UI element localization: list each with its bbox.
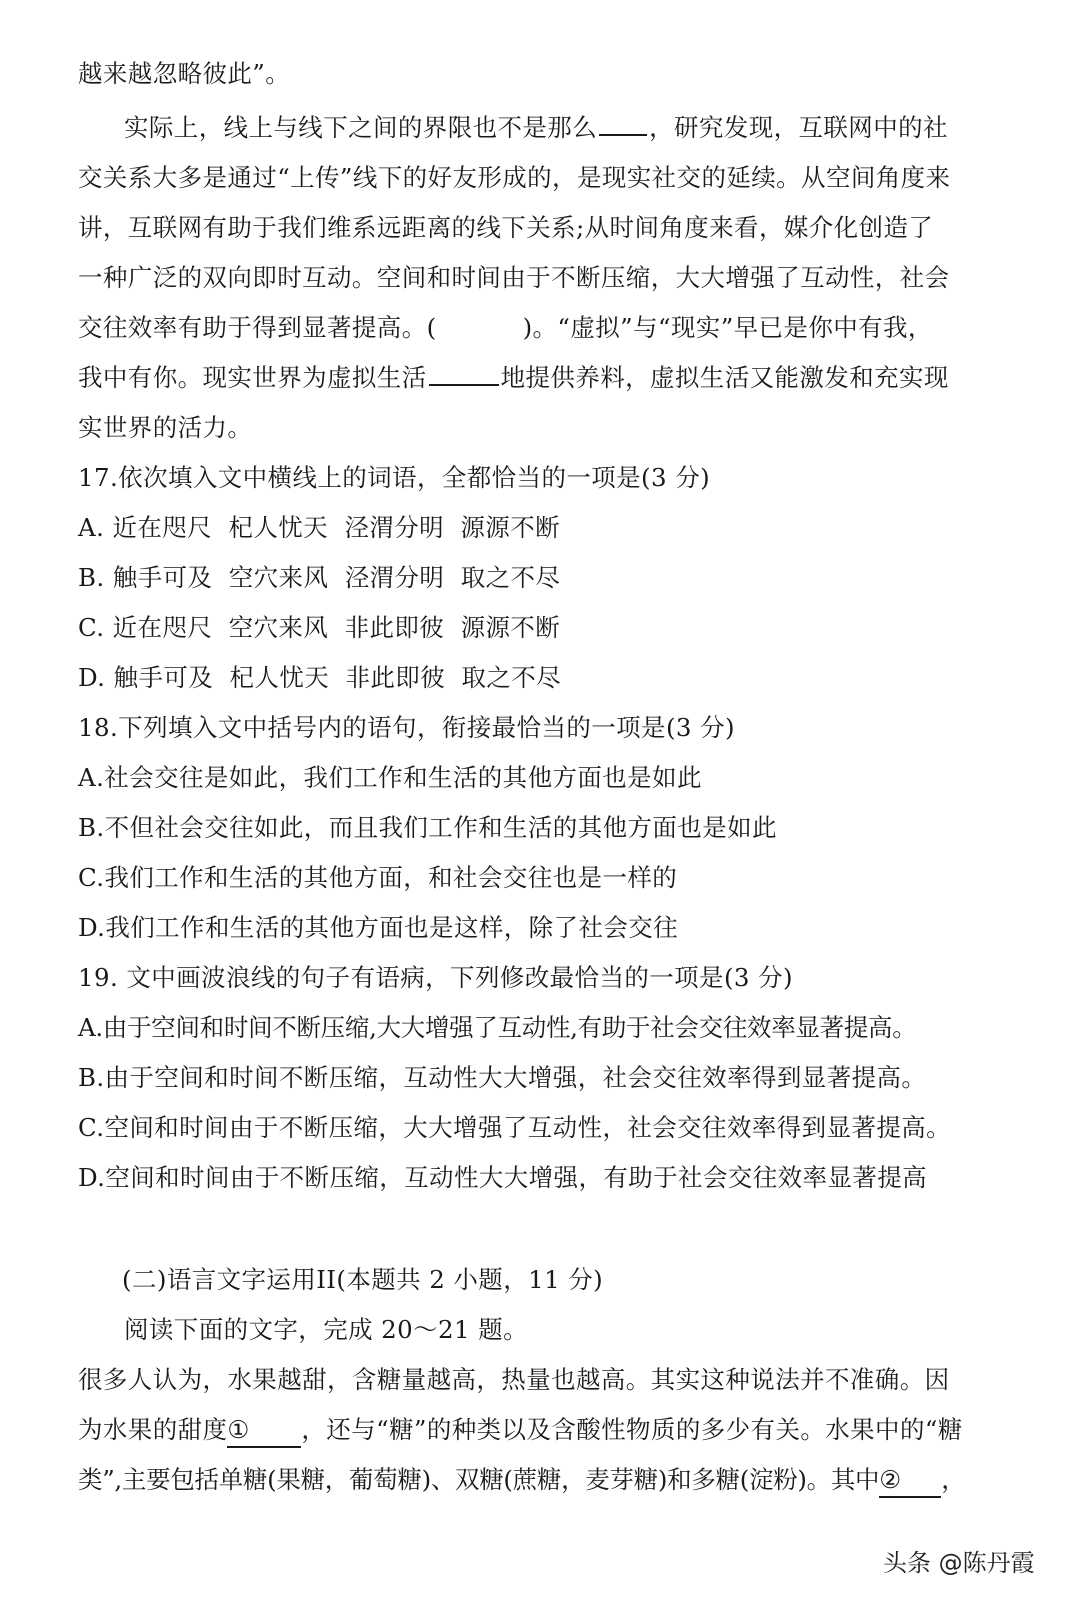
passage-text: ，研究发现，互联网中的社	[649, 113, 948, 142]
passage-text: 为水果的甜度	[78, 1415, 228, 1444]
option-text: B.不但社会交往如此，而且我们工作和生活的其他方面也是如此	[78, 813, 777, 842]
question-text: 18.下列填入文中括号内的语句，衔接最恰当的一项是(3 分)	[78, 713, 735, 742]
passage-line	[78, 262, 950, 294]
question-17-option-d	[78, 662, 561, 694]
question-18-option-b	[78, 812, 777, 844]
passage-text: )。“虚拟”与“现实”早已是你中有我，	[522, 313, 933, 342]
passage-text: 地提供养料，虚拟生活又能激发和充实现	[500, 363, 949, 392]
question-19-option-d	[78, 1162, 927, 1194]
fill-blank-circled-2	[879, 1464, 941, 1498]
passage-text: 实世界的活力。	[78, 413, 253, 442]
question-text: 19. 文中画波浪线的句子有语病，下列修改最恰当的一项是(3 分)	[78, 963, 793, 992]
option-text: A.由于空间和时间不断压缩,大大增强了互动性,有助于社会交往效率显著提高。	[78, 1013, 917, 1042]
passage-line	[78, 1464, 965, 1498]
section-instruction	[124, 1314, 528, 1346]
option-text: B.由于空间和时间不断压缩，互动性大大增强，社会交往效率得到显著提高。	[78, 1063, 927, 1092]
passage-text: 很多人认为，水果越甜，含糖量越高，热量也越高。其实这种说法并不准确。因	[78, 1365, 950, 1394]
option-text: A. 近在咫尺 杞人忧天 泾渭分明 源源不断	[78, 513, 560, 542]
question-18-option-c	[78, 862, 677, 894]
fill-blank-1	[599, 112, 647, 136]
question-19-option-b	[78, 1062, 926, 1094]
option-text: C. 近在咫尺 空穴来风 非此即彼 源源不断	[78, 613, 561, 642]
question-17-stem	[78, 462, 710, 494]
question-19-option-a	[78, 1012, 916, 1044]
question-17-option-a	[78, 512, 560, 544]
option-text: D. 触手可及 杞人忧天 非此即彼 取之不尽	[78, 663, 562, 692]
question-18-option-a	[78, 762, 702, 794]
passage-text: ，	[941, 1465, 966, 1494]
fill-blank-circled-1	[227, 1414, 301, 1448]
watermark-text: 头条 @陈丹霞	[883, 1549, 1035, 1577]
option-text: C.我们工作和生活的其他方面，和社会交往也是一样的	[78, 863, 678, 892]
passage-text: 一种广泛的双向即时互动。空间和时间由于不断压缩，大大增强了互动性，社会	[78, 263, 950, 292]
option-text: C.空间和时间由于不断压缩，大大增强了互动性，社会交往效率得到显著提高。	[78, 1113, 952, 1142]
option-text: D.我们工作和生活的其他方面也是这样，除了社会交往	[78, 913, 679, 942]
fill-blank-2	[429, 362, 499, 386]
watermark	[883, 1543, 1035, 1578]
passage-line	[78, 162, 950, 194]
section-heading	[122, 1264, 603, 1296]
circled-number: ②	[879, 1465, 901, 1494]
passage-text: ，还与“糖”的种类以及含酸性物质的多少有关。水果中的“糖	[301, 1415, 963, 1444]
question-19-stem	[78, 962, 793, 994]
question-19-option-c	[78, 1112, 951, 1144]
instruction-text: 阅读下面的文字，完成 20～21 题。	[124, 1315, 529, 1344]
passage-text: 类”,主要包括单糖(果糖，葡萄糖)、双糖(蔗糖，麦芽糖)和多糖(淀粉)。其中	[78, 1465, 880, 1494]
passage-text: 我中有你。现实世界为虚拟生活	[78, 363, 427, 392]
question-17-option-c	[78, 612, 560, 644]
option-text: A.社会交往是如此，我们工作和生活的其他方面也是如此	[78, 763, 702, 792]
passage-line	[78, 212, 933, 244]
passage-text: 交关系大多是通过“上传”线下的好友形成的，是现实社交的延续。从空间角度来	[78, 163, 951, 192]
passage-line	[78, 58, 290, 90]
option-text: D.空间和时间由于不断压缩，互动性大大增强，有助于社会交往效率显著提高	[78, 1163, 928, 1192]
question-17-option-b	[78, 562, 560, 594]
passage-line	[78, 1364, 950, 1396]
question-text: 17.依次填入文中横线上的词语，全都恰当的一项是(3 分)	[78, 463, 711, 492]
passage-text: 讲，互联网有助于我们维系远距离的线下关系;从时间角度来看，媒介化创造了	[78, 213, 934, 242]
passage-line	[124, 112, 948, 144]
passage-line	[78, 1414, 963, 1448]
passage-text: 越来越忽略彼此”。	[78, 59, 291, 88]
passage-line	[78, 312, 933, 344]
heading-text: (二)语言文字运用II(本题共 2 小题，11 分)	[122, 1265, 604, 1294]
passage-line	[78, 362, 949, 394]
question-18-option-d	[78, 912, 678, 944]
question-18-stem	[78, 712, 735, 744]
circled-number: ①	[227, 1415, 250, 1444]
passage-text: 实际上，线上与线下之间的界限也不是那么	[124, 113, 598, 142]
passage-text: 交往效率有助于得到显著提高。(	[78, 313, 437, 342]
passage-line	[78, 412, 252, 444]
option-text: B. 触手可及 空穴来风 泾渭分明 取之不尽	[78, 563, 561, 592]
